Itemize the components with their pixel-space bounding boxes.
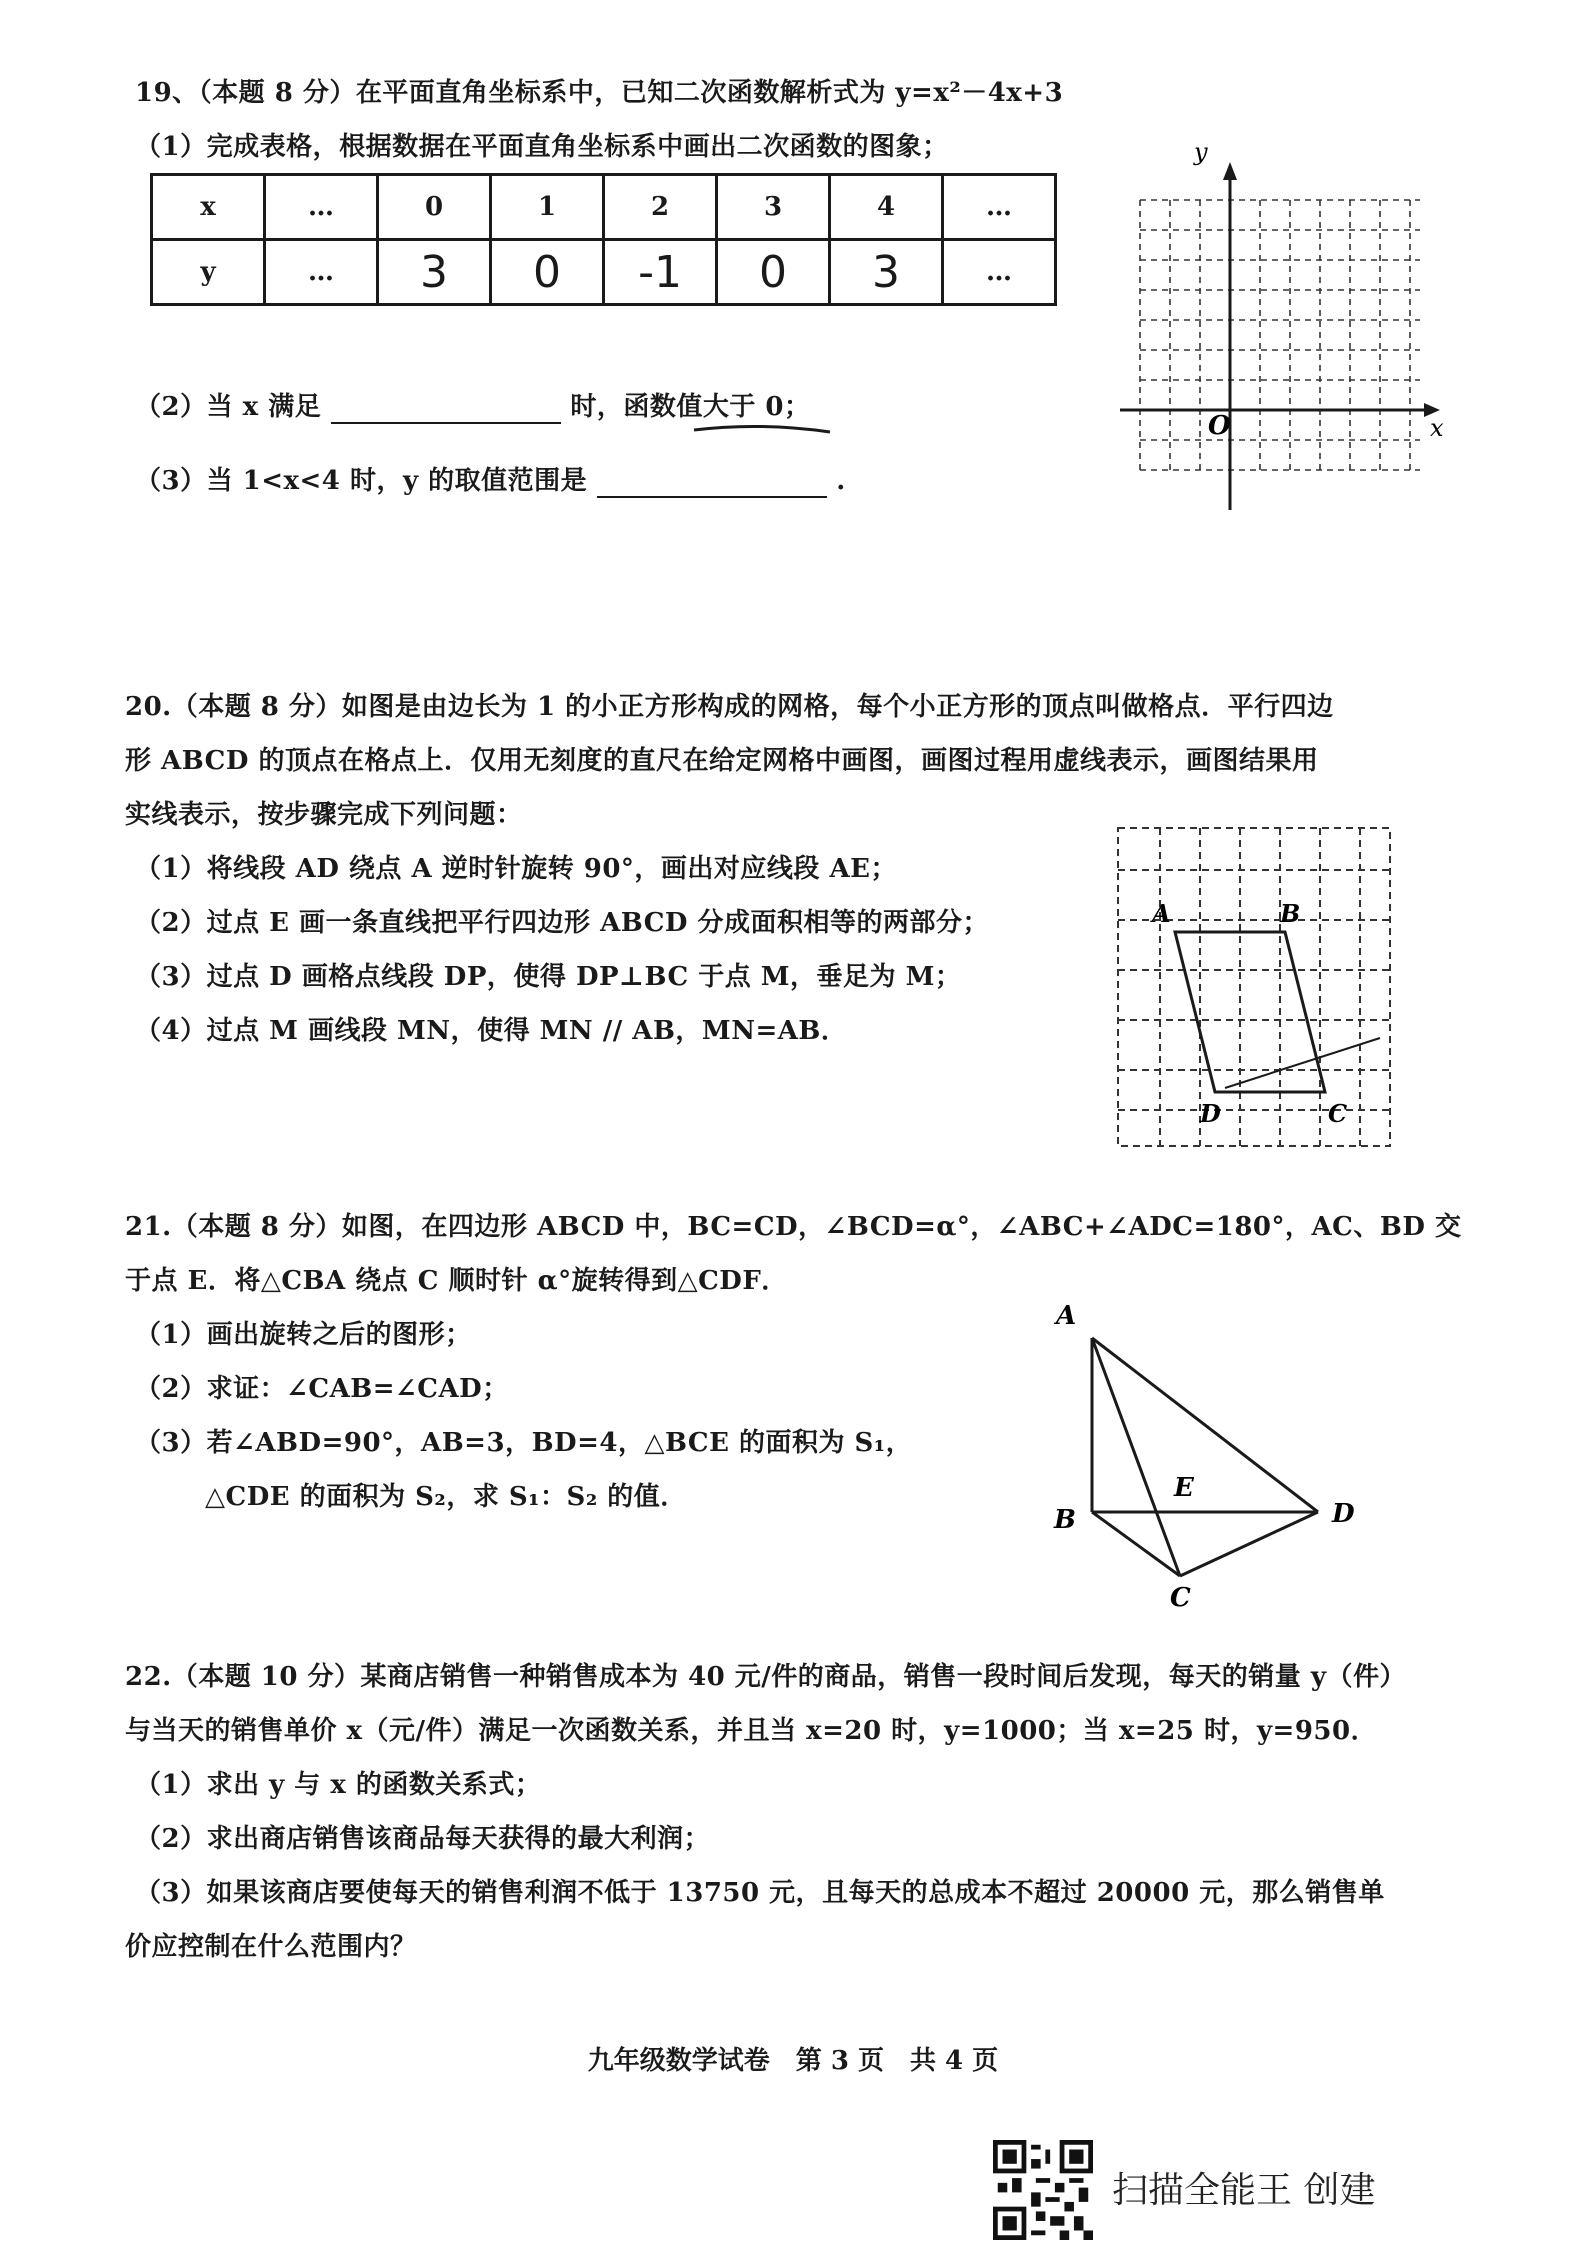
parallelogram-grid-figure — [1110, 820, 1400, 1160]
table-cell: … — [265, 240, 378, 305]
point-label-c: C — [1170, 1583, 1191, 1613]
handwritten-answer: 0 — [717, 240, 830, 305]
table-row-y — [152, 240, 1056, 305]
q22-step1: （1）求出 y 与 x 的函数关系式； — [135, 1770, 542, 1800]
q20-line2: 形 ABCD 的顶点在格点上．仅用无刻度的直尺在给定网格中画图，画图过程用虚线表示，画图结果用 — [125, 746, 1319, 776]
answer-blank[interactable] — [331, 396, 561, 424]
point-label-d: D — [1332, 1499, 1355, 1529]
underline-mark — [690, 420, 840, 440]
point-label-a: A — [1056, 1301, 1077, 1331]
table-cell: x — [152, 175, 265, 240]
table-cell: … — [943, 175, 1056, 240]
handwritten-answer: 3 — [830, 240, 943, 305]
handwritten-answer: 3 — [378, 240, 491, 305]
point-label-b: B — [1280, 899, 1301, 928]
page-footer: 九年级数学试卷 第 3 页 共 4 页 — [587, 2046, 999, 2076]
table-cell: 3 — [717, 175, 830, 240]
table-row-x — [152, 175, 1056, 240]
quadrilateral-figure — [1040, 1290, 1380, 1620]
q22-line1: 22.（本题 10 分）某商店销售一种销售成本为 40 元/件的商品，销售一段时间后发现，每天的销量 y（件） — [125, 1662, 1406, 1692]
table-cell: 1 — [491, 175, 604, 240]
q19-part3 — [135, 464, 846, 498]
table-cell: 0 — [378, 175, 491, 240]
q20-line1: 20.（本题 8 分）如图是由边长为 1 的小正方形构成的网格，每个小正方形的顶点叫做格点．平行四边 — [125, 692, 1334, 722]
point-label-b: B — [1054, 1505, 1076, 1535]
q19-part2-suffix: 时，函数值大于 0； — [570, 392, 811, 422]
q19-part2-prefix: （2）当 x 满足 — [135, 392, 322, 422]
q21-step2: （2）求证：∠CAB=∠CAD； — [135, 1374, 509, 1404]
point-label-c: C — [1328, 1099, 1348, 1128]
scanner-watermark: 扫描全能王 创建 — [1112, 2170, 1376, 2211]
table-cell: … — [265, 175, 378, 240]
q21-line2: 于点 E．将△CBA 绕点 C 顺时针 α°旋转得到△CDF． — [125, 1266, 788, 1296]
table-cell: … — [943, 240, 1056, 305]
q22-step2: （2）求出商店销售该商品每天获得的最大利润； — [135, 1824, 711, 1854]
q21-line1: 21.（本题 8 分）如图，在四边形 ABCD 中，BC=CD，∠BCD=α°，∠ABC+∠ADC=180°，AC、BD 交 — [125, 1212, 1462, 1242]
handwritten-answer: -1 — [604, 240, 717, 305]
answer-blank[interactable] — [597, 470, 827, 498]
table-cell: 4 — [830, 175, 943, 240]
q22-step3-cont: 价应控制在什么范围内？ — [125, 1932, 417, 1962]
q19-part2 — [135, 390, 810, 424]
q20-step2: （2）过点 E 画一条直线把平行四边形 ABCD 分成面积相等的两部分； — [135, 908, 989, 938]
handwritten-answer: 0 — [491, 240, 604, 305]
point-label-d: D — [1200, 1099, 1221, 1128]
table-cell: 2 — [604, 175, 717, 240]
q20-line3: 实线表示，按步骤完成下列问题： — [125, 800, 523, 830]
y-axis-label: y — [1194, 140, 1208, 166]
point-label-e: E — [1174, 1473, 1194, 1503]
q19-title: 19、（本题 8 分）在平面直角坐标系中，已知二次函数解析式为 y=x²－4x+3 — [135, 78, 1064, 108]
q22-step3: （3）如果该商店要使每天的销售利润不低于 13750 元，且每天的总成本不超过 20000 元，那么销售单 — [135, 1878, 1385, 1908]
segment-cd — [1180, 1512, 1318, 1576]
point-label-a: A — [1152, 899, 1171, 928]
q19-part1: （1）完成表格，根据数据在平面直角坐标系中画出二次函数的图象； — [135, 132, 949, 162]
coordinate-grid — [1110, 140, 1450, 520]
q20-step1: （1）将线段 AD 绕点 A 逆时针旋转 90°，画出对应线段 AE； — [135, 854, 897, 884]
y-axis-arrow — [1223, 162, 1237, 180]
table-cell: y — [152, 240, 265, 305]
q21-step1: （1）画出旋转之后的图形； — [135, 1320, 472, 1350]
q21-step3: （3）若∠ABD=90°，AB=3，BD=4，△BCE 的面积为 S₁， — [135, 1428, 913, 1458]
segment-ad — [1092, 1338, 1318, 1512]
origin-label: O — [1208, 411, 1231, 441]
q20-step4: （4）过点 M 画线段 MN，使得 MN // AB，MN=AB． — [135, 1016, 848, 1046]
q19-part3-prefix: （3）当 1<x<4 时，y 的取值范围是 — [135, 466, 588, 496]
x-axis-label: x — [1430, 414, 1444, 442]
q19-part3-suffix: . — [836, 466, 846, 496]
parallelogram-abcd — [1175, 932, 1325, 1092]
q20-step3: （3）过点 D 画格点线段 DP，使得 DP⊥BC 于点 M，垂足为 M； — [135, 962, 962, 992]
drawn-line — [1225, 1038, 1380, 1088]
value-table — [150, 173, 1057, 306]
q22-line2: 与当天的销售单价 x（元/件）满足一次函数关系，并且当 x=20 时，y=1000；当 x=25 时，y=950． — [125, 1716, 1378, 1746]
qr-code-icon — [990, 2140, 1096, 2240]
grid-lines — [1118, 828, 1390, 1146]
q21-step3-cont: △CDE 的面积为 S₂，求 S₁：S₂ 的值． — [205, 1482, 687, 1512]
grid-lines — [1140, 200, 1420, 470]
